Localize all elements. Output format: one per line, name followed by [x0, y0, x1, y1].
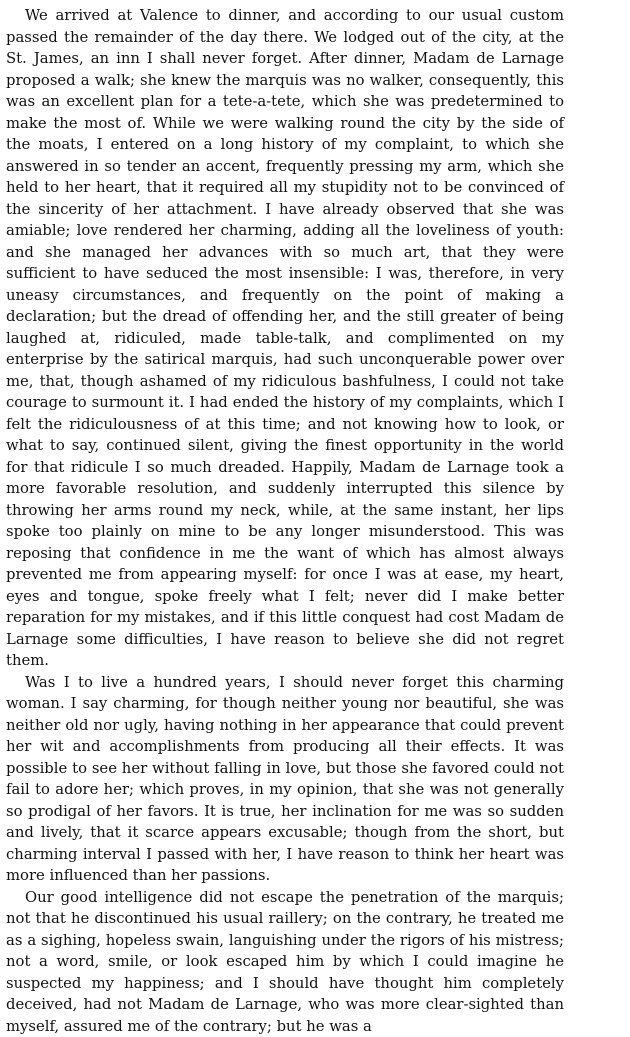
paragraph-1: We arrived at Valence to dinner, and according to our usual custom passed the remainder of the day there. We lodged out of the city, at the St. James, an inn I shall never forget. After dinner, Madam de Larnage proposed a walk; she knew the marquis was no walker, consequently, this was an excellent plan for a tete-a-tete, which she was predetermined to make the most of. While we were walking round the city by the side of the moats, I entered on a long history of my complaint, to which she answered in so tender an accent, frequently pressing my arm, which she held to her heart, that it required all my stupidity not to be convinced of the sincerity of her attachment. I have already observed that she was amiable; love rendered her charming, adding all the loveliness of youth: and she managed her advances with so much art, that they were sufficient to have seduced the most insensible: I was, therefore, in very uneasy circumstances, and frequently on the point of making a declaration; but the dread of offending her, and the still greater of being laughed at, ridiculed, made table-talk, and complimented on my enterprise by the satirical marquis, had such unconquerable power over me, that, though ashamed of my ridiculous bashfulness, I could not take courage to surmount it. I had ended the history of my complaints, which I felt the ridiculousness of at this time; and not knowing how to look, or what to say, continued silent, giving the finest opportunity in the world for that ridicule I so much dreaded. Happily, Madam de Larnage took a more favorable resolution, and suddenly interrupted this silence by throwing her arms round my neck, while, at the same instant, her lips spoke too plainly on mine to be any longer misunderstood. This was reposing that confidence in me the want of which has almost always prevented me from appearing myself: for once I was at ease, my heart, eyes and tongue, spoke freely what I felt; never did I make better reparation for my mistakes, and if this little conquest had cost Madam de Larnage some difficulties, I have reason to believe she did not regret them.	[6, 5, 564, 672]
paragraph-2: Was I to live a hundred years, I should never forget this charming woman. I say charming, for though neither young nor beautiful, she was neither old nor ugly, having nothing in her appearance that could prevent her wit and accomplishments from producing all their effects. It was possible to see her without falling in love, but those she favored could not fail to adore her; which proves, in my opinion, that she was not generally so prodigal of her favors. It is true, her inclination for me was so sudden and lively, that it scarce appears excusable; though from the short, but charming interval I passed with her, I have reason to think her heart was more influenced than her passions.	[6, 672, 564, 887]
paragraph-3: Our good intelligence did not escape the penetration of the marquis; not that he discontinued his usual raillery; on the contrary, he treated me as a sighing, hopeless swain, languishing under the rigors of his mistress; not a word, smile, or look escaped him by which I could imagine he suspected my happiness; and I should have thought him completely deceived, had not Madam de Larnage, who was more clear-sighted than myself, assured me of the contrary; but he was a	[6, 887, 564, 1037]
